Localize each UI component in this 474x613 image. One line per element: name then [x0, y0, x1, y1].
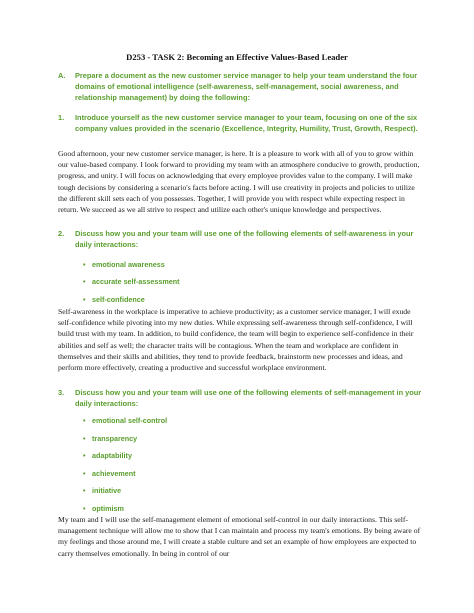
- answer-1-paragraph: Good afternoon, your new customer service manager, is here. It is a pleasure to work with all of you to grow within our value-based company. I look forward to providing my team with an atmosphere conducive to growth, production, progress, and unity. I will focus on acknowledging that every employee provides value to the company. I will make tough decisions by considering a scenario's facts before acting. I will use creativity in projects and policies to utilize the different skill sets each of you possesses. Together, I will provide you with respect while expecting respect in return. We succeed as we all strive to respect and utilize each other's unique knowledge and perspectives.: [58, 149, 420, 215]
- question-2-prompt: [58, 228, 424, 250]
- question-2-text: Discuss how you and your team will use one of the following elements of self-awareness in your daily interactions:: [75, 229, 414, 250]
- question-3-text: Discuss how you and your team will use one of the following elements of self-management in your daily interactions:: [75, 388, 422, 409]
- section-a-text: Prepare a document as the new customer service manager to help your team understand the four domains of emotional intelligence (self-awareness, self-management, social awareness, and relationship management) by doing the following:: [75, 71, 418, 103]
- list-item: • initiative: [83, 482, 167, 500]
- list-item: • achievement: [83, 465, 167, 483]
- document-title: D253 - TASK 2: Becoming an Effective Values-Based Leader: [126, 52, 348, 62]
- answer-2-paragraph: Self-awareness in the workplace is imperative to achieve productivity; as a customer service manager, I will exude self-confidence while pivoting into my new duties. While expressing self-awareness through self-confidence, I will build trust with my team. In addition, to build confidence, the team will begin to experience self-confidence in their abilities and self as well; the character traits will be contagious. When the team and workplace are confident in themselves and their skills and abilities, they tend to provide feedback, brainstorm new processes and ideas, and perform more effectively, creating a productive and successful workplace environment.: [58, 307, 414, 373]
- section-a-prompt: [58, 70, 424, 104]
- list-item: • adaptability: [83, 447, 167, 465]
- list-item: • accurate self-assessment: [83, 273, 180, 290]
- list-item: • self-confidence: [83, 291, 180, 308]
- question-2-marker: 2.: [58, 229, 65, 238]
- question-1-marker: 1.: [58, 113, 65, 122]
- question-3-marker: 3.: [58, 388, 65, 397]
- list-item: • emotional awareness: [83, 256, 180, 273]
- question-1-prompt: [58, 112, 424, 134]
- question-1-text: Introduce yourself as the new customer service manager to your team, focusing on one of the six company values provided in the scenario (Excellence, Integrity, Humility, Trust, Growth, Respect).: [75, 113, 418, 134]
- answer-3-paragraph: My team and I will use the self-management element of emotional self-control in our daily interactions. This self-management technique will allow me to show that I can maintain and process my team's emotions. By being aware of my feelings and those around me, I will create a stable culture and set an example of how employees are expected to carry themselves emotionally. In being in control of our: [58, 515, 421, 558]
- list-item: • transparency: [83, 430, 167, 448]
- section-a-marker: A.: [58, 71, 66, 80]
- self-awareness-list: [83, 256, 180, 308]
- question-3-prompt: [58, 387, 424, 409]
- list-item: • optimism: [83, 500, 167, 518]
- list-item: • emotional self-control: [83, 412, 167, 430]
- self-management-list: [83, 412, 167, 517]
